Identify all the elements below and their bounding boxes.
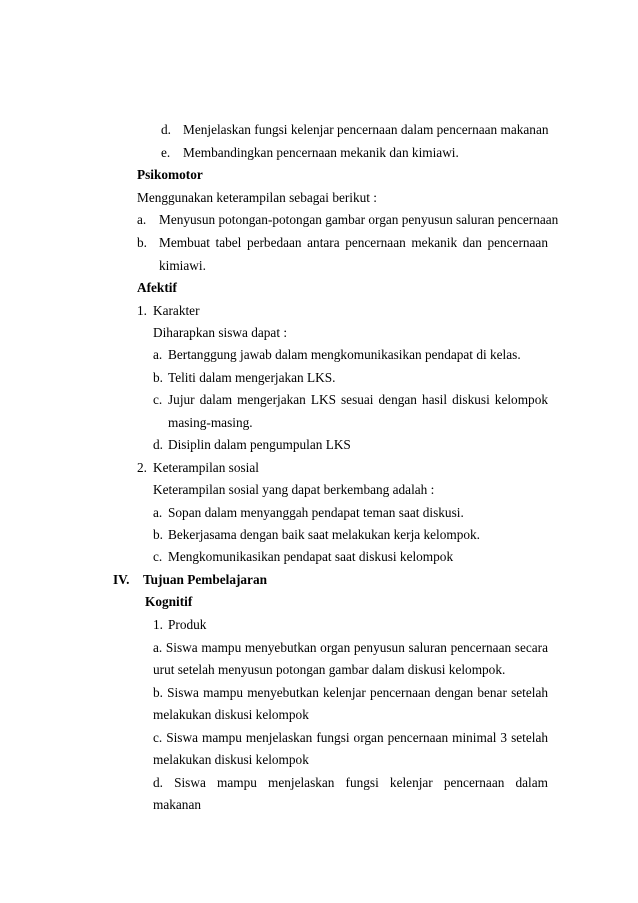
list-item-d: Menjelaskan fungsi kelenjar pencernaan dalam pencernaan makanan (183, 122, 549, 137)
sosial-marker-a: a. (153, 505, 163, 520)
karakter-title: Karakter (153, 303, 200, 318)
karakter-item-a: Bertanggung jawab dalam mengkomunikasikan pendapat di kelas. (168, 347, 521, 362)
psikomotor-item-b: Membuat tabel perbedaan antara pencernaan mekanik dan pencernaan (159, 235, 548, 250)
karakter-item-b: Teliti dalam mengerjakan LKS. (168, 370, 336, 385)
produk-item-d: d. Siswa mampu menjelaskan fungsi kelenjar pencernaan dalam (153, 775, 548, 790)
karakter-marker: 1. (137, 303, 147, 318)
psikomotor-heading: Psikomotor (137, 167, 203, 182)
kognitif-heading: Kognitif (145, 594, 193, 609)
sosial-marker-b: b. (153, 527, 163, 542)
afektif-heading: Afektif (137, 280, 177, 295)
section-iv-heading: Tujuan Pembelajaran (143, 572, 267, 587)
sosial-item-c: Mengkomunikasikan pendapat saat diskusi kelompok (168, 549, 454, 564)
karakter-marker-a: a. (153, 347, 163, 362)
sosial-intro: Keterampilan sosial yang dapat berkembang adalah : (153, 482, 435, 497)
psikomotor-intro: Menggunakan keterampilan sebagai berikut : (137, 190, 377, 205)
produk-item-a: a. Siswa mampu menyebutkan organ penyusun saluran pencernaan secara (153, 640, 548, 655)
karakter-marker-d: d. (153, 437, 163, 452)
psikomotor-marker-b: b. (137, 235, 147, 250)
karakter-item-d: Disiplin dalam pengumpulan LKS (168, 437, 351, 452)
karakter-intro: Diharapkan siswa dapat : (153, 325, 288, 340)
produk-marker: 1. (153, 617, 163, 632)
produk-title: Produk (168, 617, 207, 632)
karakter-item-c: Jujur dalam mengerjakan LKS sesuai dengan hasil diskusi kelompok (168, 392, 548, 407)
karakter-marker-b: b. (153, 370, 163, 385)
psikomotor-marker-a: a. (137, 212, 147, 227)
karakter-marker-c: c. (153, 392, 163, 407)
produk-item-b: b. Siswa mampu menyebutkan kelenjar pencernaan dengan benar setelah (153, 685, 548, 700)
produk-item-d-cont: makanan (153, 797, 201, 812)
section-iv-marker: IV. (113, 572, 130, 587)
psikomotor-item-b-cont: kimiawi. (159, 258, 206, 273)
produk-item-a-cont: urut setelah menyusun potongan gambar dalam diskusi kelompok. (153, 662, 506, 677)
list-marker-e: e. (161, 145, 171, 160)
sosial-marker: 2. (137, 460, 147, 475)
sosial-item-a: Sopan dalam menyanggah pendapat teman saat diskusi. (168, 505, 464, 520)
list-marker-d: d. (161, 122, 171, 137)
produk-item-c-cont: melakukan diskusi kelompok (153, 752, 309, 767)
list-item-e: Membandingkan pencernaan mekanik dan kimiawi. (183, 145, 459, 160)
karakter-item-c-cont: masing-masing. (168, 415, 253, 430)
psikomotor-item-a: Menyusun potongan-potongan gambar organ penyusun saluran pencernaan (159, 212, 559, 227)
sosial-item-b: Bekerjasama dengan baik saat melakukan kerja kelompok. (168, 527, 480, 542)
produk-item-b-cont: melakukan diskusi kelompok (153, 707, 309, 722)
sosial-title: Keterampilan sosial (153, 460, 259, 475)
sosial-marker-c: c. (153, 549, 163, 564)
produk-item-c: c. Siswa mampu menjelaskan fungsi organ pencernaan minimal 3 setelah (153, 730, 548, 745)
